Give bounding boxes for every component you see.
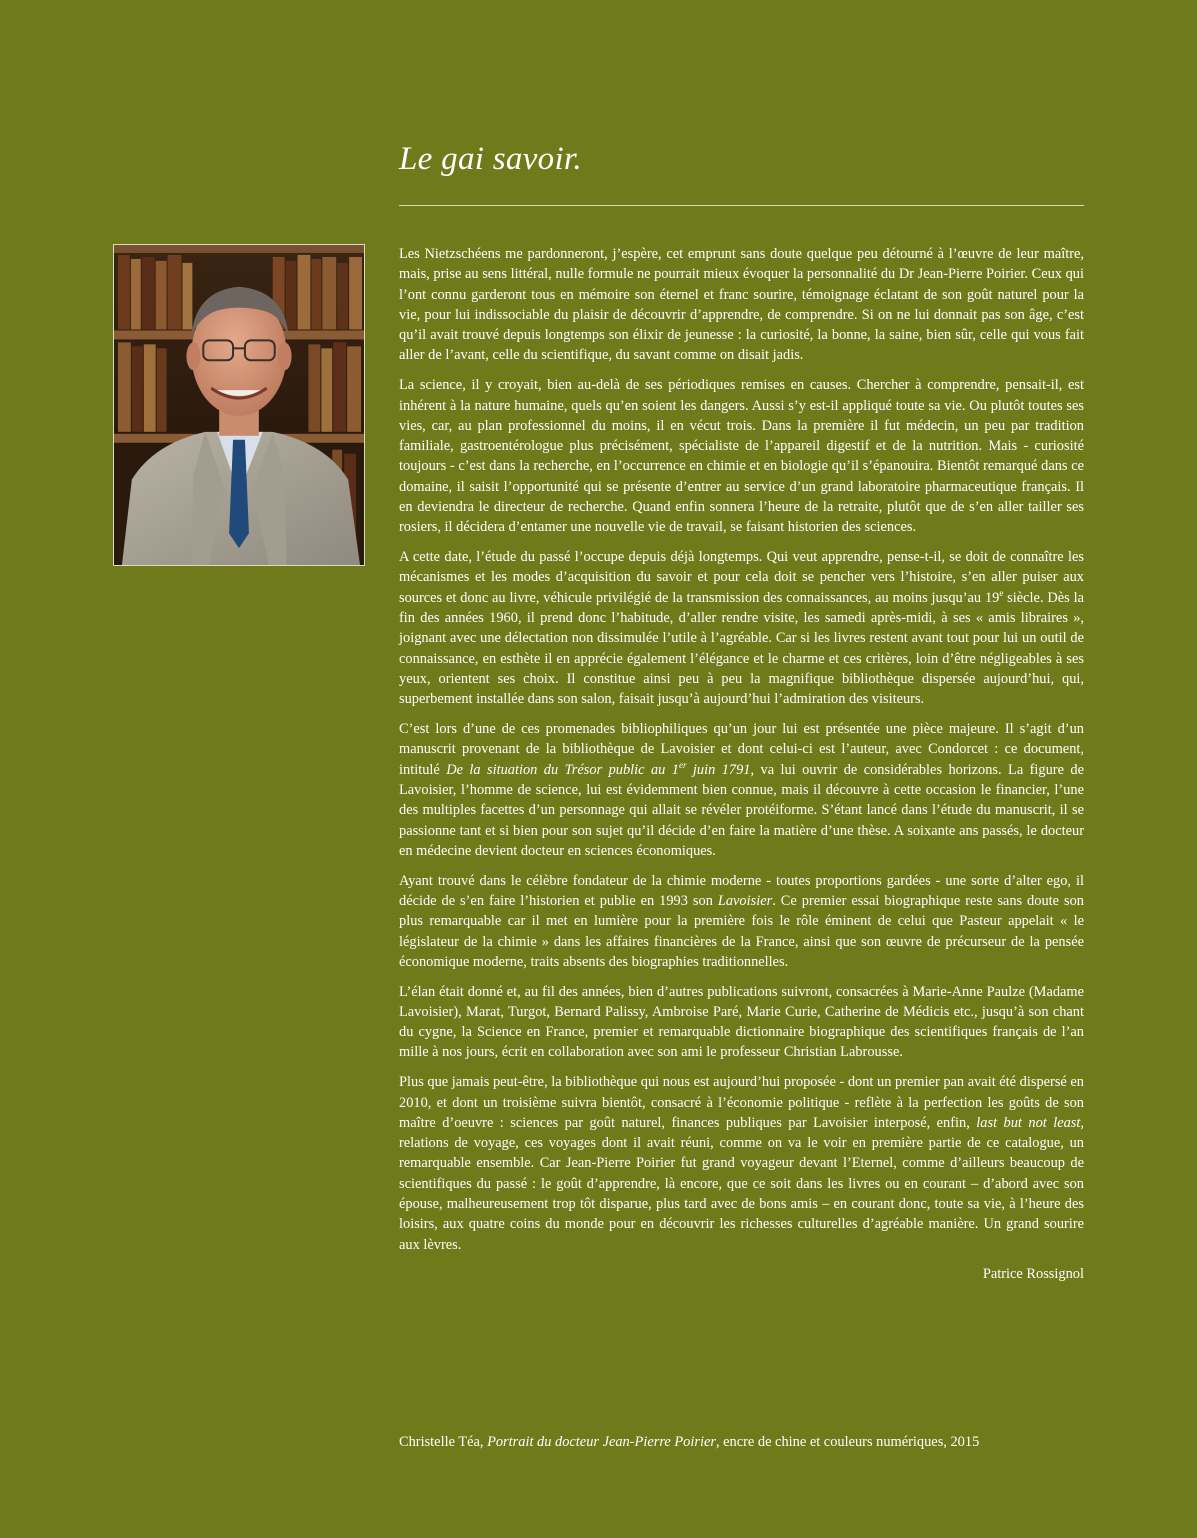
title-divider	[399, 205, 1084, 206]
paragraph-6: L’élan était donné et, au fil des années, bien d’autres publications suivront, consacrées à Marie-Anne Paulze (Madame Lavoisier), Marat, Turgot, Bernard Palissy, Ambroise Paré, Marie Curie, Catherine de Médicis etc., jusqu’à son chant du cygne, la Science en France, premier et remarquable dictionnaire biographique des scientifiques français de l’an mille à nos jours, écrit en collaboration avec son ami le professeur Christian Labrousse.	[399, 983, 1084, 1061]
portrait-illustration	[114, 245, 364, 565]
paragraph-2: La science, il y croyait, bien au-delà de ses périodiques remises en causes. Chercher à comprendre, pensait-il, est inhérent à la nature humaine, quels qu’en soient les dangers. Aussi s’y est-il appliqué toute sa vie. Ou plutôt toutes ses vies, car, au plan professionnel du moins, il en vécut trois. Dans la première il fut médecin, un peu par tradition familiale, gastroentérologue plus précisément, spécialiste de l’appareil digestif et de la nutrition. Mais - curiosité toujours - c’est dans la recherche, en l’occurrence en chimie et en biologie qu’il s’épanouira. Bientôt remarqué dans ce domaine, il saisit l’opportunité qui se présente d’entrer au service d’un grand laboratoire pharmaceutique français. Il en deviendra le directeur de recherche. Quand enfin sonnera l’heure de la retraite, plutôt que de s’en aller tailler ses rosiers, il décidera d’entamer une nouvelle vie de travail, se faisant historien des sciences.	[399, 377, 1084, 536]
article-body	[399, 244, 1084, 1294]
paragraph-4: C’est lors d’une de ces promenades bibliophiliques qu’un jour lui est présentée une pièce majeure. Il s’agit d’un manuscrit provenant de la bibliothèque de Lavoisier et dont celui-ci est l’auteur, avec Condorcet : ce document, intitulé De la situation du Trésor public au 1er juin 1791, va lui ouvrir de considérables horizons. La figure de Lavoisier, l’homme de science, lui est évidemment bien connue, mais il découvre à cette occasion le financier, l’une des multiples facettes d’un personnage qui allait se révéler protéiforme. S’étant lancé dans l’étude du manuscrit, il se passionne tant et si bien pour son sujet qu’il décide d’en faire la matière d’une thèse. A soixante ans passés, le docteur en médecine devient docteur en sciences économiques.	[399, 721, 1084, 859]
paragraph-7: Plus que jamais peut-être, la bibliothèque qui nous est aujourd’hui proposée - dont un premier pan avait été dispersé en 2010, et dont un troisième suivra bientôt, consacré à l’économie politique - reflète à la perfection les goûts de son maître d’oeuvre : sciences par goût naturel, finances publiques par Lavoisier interposé, enfin, last but not least, relations de voyage, ces voyages dont il avait réuni, comme on va le voir en première partie de ce catalogue, un remarquable ensemble. Car Jean-Pierre Poirier fut grand voyageur devant l’Eternel, comme d’ailleurs beaucoup de scientifiques du passé : le goût d’apprendre, là encore, que ce soit dans les livres ou en courant – d’abord avec son épouse, malheureusement trop tôt disparue, plus tard avec de bons amis – en courant donc, toute sa vie, à l’heure des loisirs, aux quatre coins du monde pour en découvrir les richesses culturelles d’agréable manière. Un grand sourire aux lèvres.	[399, 1074, 1084, 1253]
paragraph-5: Ayant trouvé dans le célèbre fondateur de la chimie moderne - toutes proportions gardées - une sorte d’alter ego, il décide de s’en faire l’historien et publie en 1993 son Lavoisier. Ce premier essai biographique reste sans doute son plus remarquable car il met en lumière pour la première fois le rôle éminent de celui que Pasteur appelait « le législateur de la chimie » dans les affaires financières de la France, ainsi que son œuvre de précurseur de la pensée économique moderne, traits absents des biographies traditionnelles.	[399, 872, 1084, 970]
illustration-caption: Christelle Téa, Portrait du docteur Jean-Pierre Poirier, encre de chine et couleurs numériques, 2015	[399, 1434, 980, 1450]
paragraph-1: Les Nietzschéens me pardonneront, j’espère, cet emprunt sans doute quelque peu détourné à l’œuvre de leur maître, mais, prise au sens littéral, nulle formule ne pourrait mieux évoquer la personnalité du Dr Jean-Pierre Poirier. Ceux qui l’ont connu garderont tous en mémoire son éternel et franc sourire, témoignage éclatant de son goût naturel pour la vie, pour lui indissociable du plaisir de découvrir d’apprendre, de comprendre. Si on ne lui donnait pas son âge, c’est qu’il avait trouvé depuis longtemps son élixir de jeunesse : la curiosité, la bonne, la saine, bien sûr, celle qui vous fait aller de l’avant, celle du scientifique, du savant comme on disait jadis.	[399, 246, 1084, 364]
paragraph-3: A cette date, l’étude du passé l’occupe depuis déjà longtemps. Qui veut apprendre, pense-t-il, se doit de connaître les mécanismes et les modes d’acquisition du savoir et pour cela doit se pencher vers l’histoire, s’en aller puiser aux sources et donc au livre, véhicule privilégié de la transmission des connaissances, au moins jusqu’au 19e siècle. Dès la fin des années 1960, il prend donc l’habitude, d’aller rendre visite, les samedi après-midi, à ses « amis libraires », joignant avec une délectation non dissimulée l’utile à l’agréable. Car si les livres restent avant tout pour lui un outil de connaissance, en esthète il en apprécie également l’élégance et le charme et ces critères, loin d’être négligeables à ses yeux, orientent ses choix. Il constitue ainsi peu à peu la magnifique bibliothèque dispersée aujourd’hui, qui, superbement installée dans son salon, faisait jusqu’à aujourd’hui l’admiration des visiteurs.	[399, 549, 1084, 708]
author-signature: Patrice Rossignol	[982, 1266, 1084, 1283]
page-title: Le gai savoir.	[399, 141, 582, 177]
portrait-photo	[113, 244, 365, 566]
